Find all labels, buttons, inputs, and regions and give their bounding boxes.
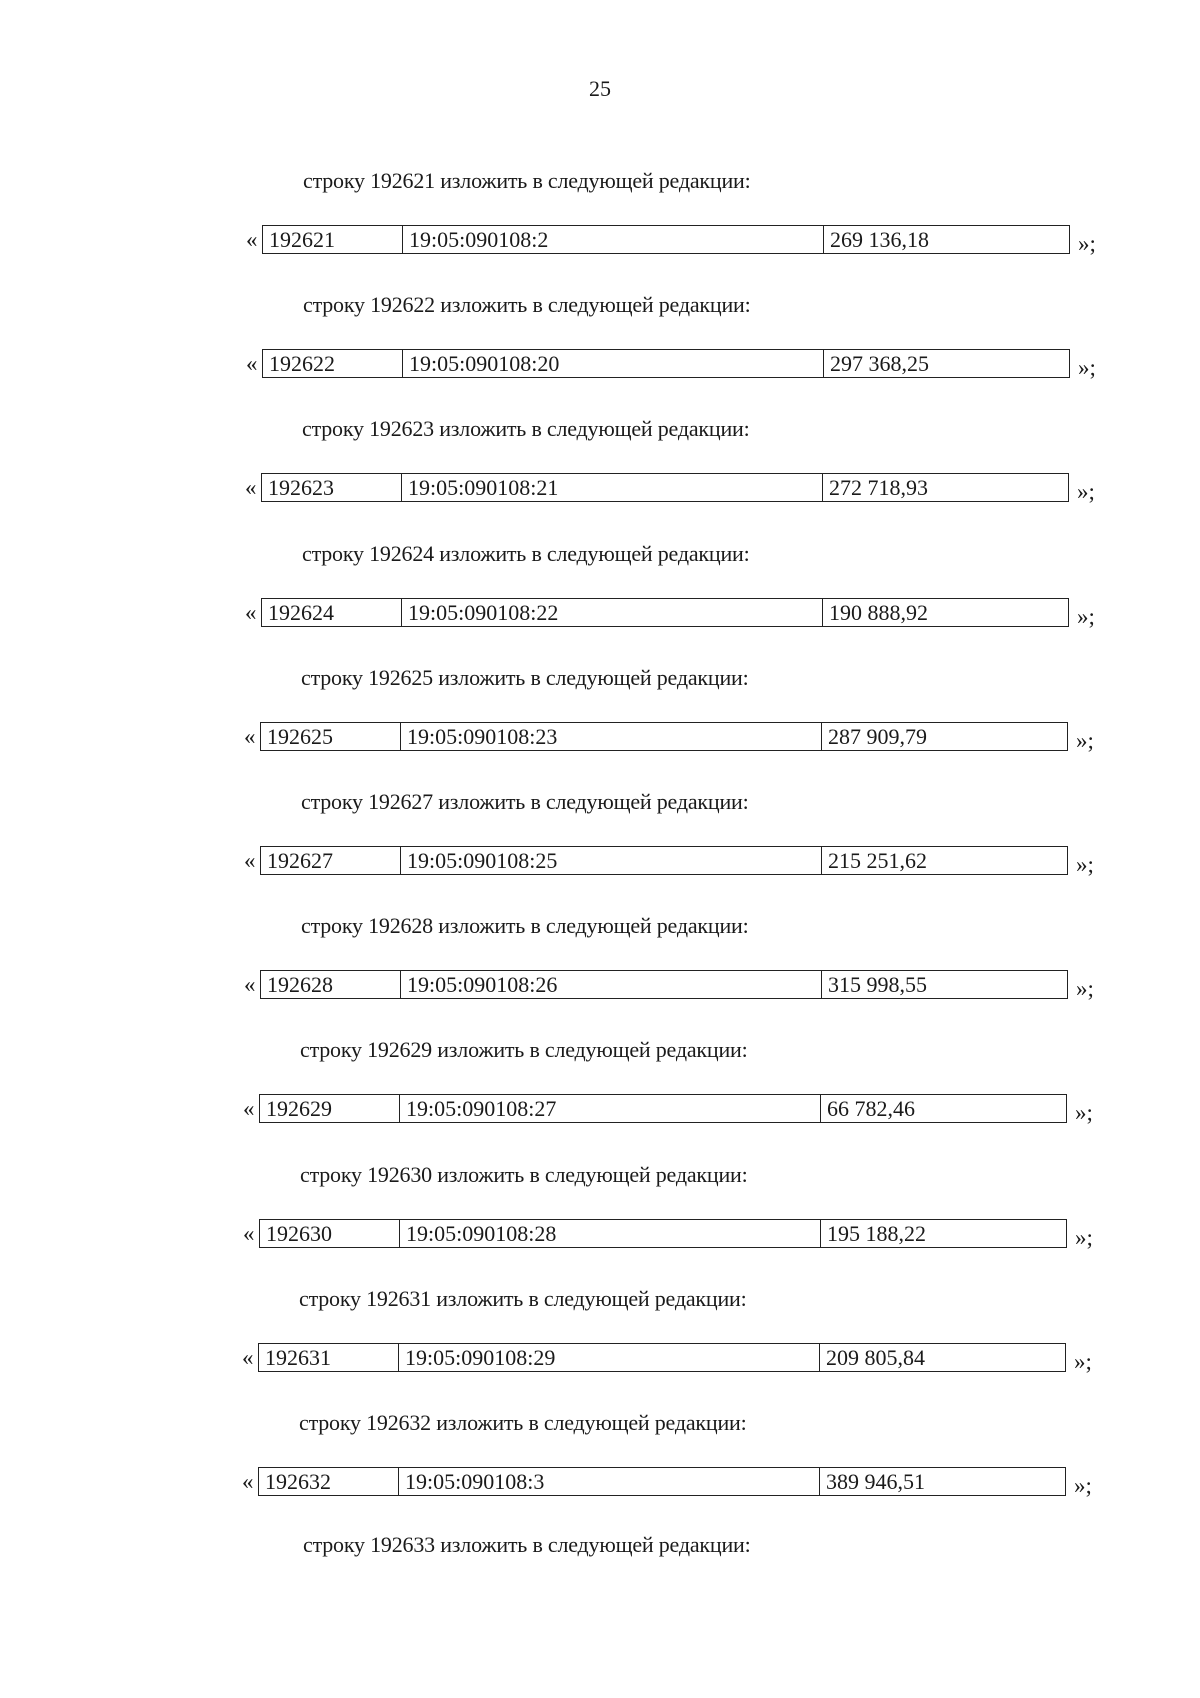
- table-row: [242, 1343, 1102, 1374]
- cadastral-number-cell: 19:05:090108:29: [399, 1344, 820, 1371]
- row-table: [258, 1467, 1066, 1496]
- row-table: [258, 1343, 1066, 1372]
- row-table: [259, 1094, 1067, 1123]
- row-number-cell: 192629: [260, 1095, 400, 1122]
- table-row: [245, 598, 1105, 629]
- open-quote: «: [243, 1221, 255, 1246]
- value-cell: 389 946,51: [826, 1469, 925, 1494]
- table-row: [242, 1467, 1102, 1498]
- table-row: [244, 846, 1104, 877]
- value-cell: 215 251,62: [828, 848, 927, 873]
- row-number-cell: 192627: [261, 847, 401, 874]
- row-table: [261, 598, 1069, 627]
- list-item: [0, 168, 1200, 278]
- cadastral-number-cell: 19:05:090108:2: [403, 226, 824, 253]
- table-row: [245, 473, 1105, 504]
- close-quote: »;: [1077, 604, 1095, 629]
- cadastral-number-cell: 19:05:090108:26: [401, 971, 822, 998]
- cadastral-number-cell: 19:05:090108:21: [402, 474, 823, 501]
- cadastral-number-cell: 19:05:090108:27: [400, 1095, 821, 1122]
- row-table: [261, 473, 1069, 502]
- value-cell: 315 998,55: [828, 972, 927, 997]
- row-number-cell: 192624: [262, 599, 402, 626]
- list-item: [0, 789, 1198, 899]
- open-quote: «: [245, 475, 257, 500]
- open-quote: «: [244, 724, 256, 749]
- cadastral-number-cell: 19:05:090108:22: [402, 599, 823, 626]
- close-quote: »;: [1074, 1473, 1092, 1498]
- page-number: 25: [589, 76, 611, 101]
- row-table: [260, 722, 1068, 751]
- open-quote: «: [242, 1469, 254, 1494]
- list-item: [0, 292, 1200, 402]
- close-quote: »;: [1076, 852, 1094, 877]
- row-table: [262, 349, 1070, 378]
- instruction-text: строку 192629 изложить в следующей редакции:: [300, 1037, 748, 1062]
- table-row: [243, 1219, 1103, 1250]
- list-item: [0, 913, 1198, 1023]
- value-cell: 66 782,46: [827, 1096, 915, 1121]
- open-quote: «: [246, 227, 258, 252]
- close-quote: »;: [1075, 1225, 1093, 1250]
- open-quote: «: [242, 1345, 254, 1370]
- close-quote: »;: [1074, 1349, 1092, 1374]
- instruction-text: строку 192631 изложить в следующей редакции:: [299, 1286, 747, 1311]
- list-item: [0, 1286, 1196, 1396]
- cadastral-number-cell: 19:05:090108:25: [401, 847, 822, 874]
- list-item: [0, 416, 1199, 526]
- cadastral-number-cell: 19:05:090108:28: [400, 1220, 821, 1247]
- instruction-text: строку 192623 изложить в следующей редакции:: [302, 416, 750, 441]
- instruction-text: строку 192624 изложить в следующей редакции:: [302, 541, 750, 566]
- close-quote: »;: [1076, 976, 1094, 1001]
- cadastral-number-cell: 19:05:090108:3: [399, 1468, 820, 1495]
- close-quote: »;: [1078, 355, 1096, 380]
- instruction-text: строку 192632 изложить в следующей редакции:: [299, 1410, 747, 1435]
- open-quote: «: [245, 600, 257, 625]
- close-quote: »;: [1078, 231, 1096, 256]
- row-number-cell: 192628: [261, 971, 401, 998]
- table-row: [244, 722, 1104, 753]
- cadastral-number-cell: 19:05:090108:23: [401, 723, 822, 750]
- row-number-cell: 192625: [261, 723, 401, 750]
- instruction-text: строку 192621 изложить в следующей редакции:: [303, 168, 751, 193]
- row-table: [262, 225, 1070, 254]
- instruction-text: строку 192630 изложить в следующей редакции:: [300, 1162, 748, 1187]
- list-item: [0, 1162, 1197, 1272]
- row-table: [260, 970, 1068, 999]
- close-quote: »;: [1077, 479, 1095, 504]
- open-quote: «: [246, 351, 258, 376]
- open-quote: «: [244, 848, 256, 873]
- row-number-cell: 192623: [262, 474, 402, 501]
- list-item: [0, 1410, 1196, 1520]
- open-quote: «: [243, 1096, 255, 1121]
- value-cell: 195 188,22: [827, 1221, 926, 1246]
- table-row: [244, 970, 1104, 1001]
- close-quote: »;: [1075, 1100, 1093, 1125]
- instruction-text: строку 192625 изложить в следующей редакции:: [301, 665, 749, 690]
- row-number-cell: 192621: [263, 226, 403, 253]
- value-cell: 297 368,25: [830, 351, 929, 376]
- row-table: [259, 1219, 1067, 1248]
- value-cell: 209 805,84: [826, 1345, 925, 1370]
- table-row: [243, 1094, 1103, 1125]
- list-item: [0, 665, 1198, 775]
- value-cell: 269 136,18: [830, 227, 929, 252]
- row-number-cell: 192622: [263, 350, 403, 377]
- row-number-cell: 192632: [259, 1468, 399, 1495]
- table-row: [246, 349, 1106, 380]
- row-table: [260, 846, 1068, 875]
- final-entry: [0, 1532, 1200, 1642]
- close-quote: »;: [1076, 728, 1094, 753]
- instruction-text: строку 192628 изложить в следующей редакции:: [301, 913, 749, 938]
- instruction-text: строку 192622 изложить в следующей редакции:: [303, 292, 751, 317]
- instruction-text: строку 192627 изложить в следующей редакции:: [301, 789, 749, 814]
- open-quote: «: [244, 972, 256, 997]
- value-cell: 190 888,92: [829, 600, 928, 625]
- value-cell: 287 909,79: [828, 724, 927, 749]
- table-row: [246, 225, 1106, 256]
- list-item: [0, 541, 1199, 651]
- row-number-cell: 192630: [260, 1220, 400, 1247]
- value-cell: 272 718,93: [829, 475, 928, 500]
- cadastral-number-cell: 19:05:090108:20: [403, 350, 824, 377]
- row-number-cell: 192631: [259, 1344, 399, 1371]
- final-instruction: строку 192633 изложить в следующей редакции:: [303, 1532, 751, 1557]
- list-item: [0, 1037, 1197, 1147]
